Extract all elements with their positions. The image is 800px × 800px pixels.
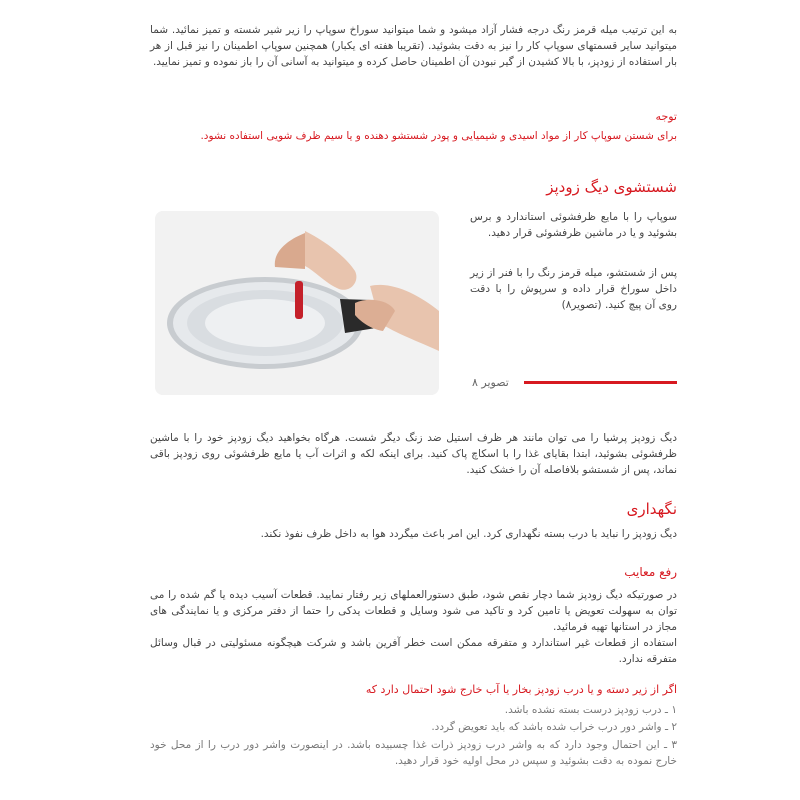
- caption-divider: [524, 381, 677, 384]
- storage-heading: نگهداری: [626, 500, 677, 518]
- washing-body-paragraph: دیگ زودپز پرشیا را می توان مانند هر ظرف استیل ضد زنگ دیگر شست. هرگاه بخواهید دیگ زودپز خود را با ماشین ظرفشوئی بشوئید، ابتدا بقایای غذا را با اسکاچ پاک کنید. برای اینکه لکه و اثرات آب یا مایع ظرفشوئی روی زودپز باقی نماند، پس از شستشو بلافاصله آن را خشک کنید.: [150, 432, 677, 476]
- washing-heading: شستشوی دیگ زودپز: [546, 178, 677, 196]
- figure-caption: تصویر ۸: [472, 376, 509, 389]
- troubleshoot-paragraph-1: در صورتیکه دیگ زودپز شما دچار نقص شود، طبق دستورالعملهای زیر رفتار نمایید. قطعات آسیب دیده یا گم شده را می توان به سهولت تعویض یا تامین کرد و تاکید می شود وسایل و قطعات یدکی را حتما از دفتر مرکزی و یا نمایندگی های مجاز در استانها تهیه فرمائید.: [150, 589, 677, 633]
- troubleshoot-heading: رفع معایب: [624, 565, 677, 579]
- troubleshoot-paragraph-2: استفاده از قطعات غیر استاندارد و متفرقه ممکن است خطر آفرین باشد و شرکت هیچگونه مسئولیتی در قبال وسائل متفرقه ندارد.: [150, 637, 677, 665]
- washing-paragraph-2: پس از شستشو، میله قرمز رنگ را با فنر از زیر داخل سوراخ قرار داده و سرپوش را با دقت روی آن پیچ کنید. (تصویر۸): [470, 267, 677, 311]
- list-item: ۳ ـ این احتمال وجود دارد که به واشر درب زودپز ذرات غذا چسبیده باشد. در اینصورت واشر دور درب را از محل خود خارج نموده به دقت بشوئید و سپس در محل اولیه خود قرار دهید.: [150, 739, 677, 767]
- pressure-cooker-photo: [155, 211, 439, 395]
- troubleshoot-question: اگر از زیر دسته و یا درب زودپز بخار یا آب خارج شود احتمال دارد که: [365, 683, 677, 696]
- storage-text: دیگ زودپز را نباید با درب بسته نگهداری کرد. این امر باعث میگردد هوا به داخل ظرف نفوذ نکند.: [260, 528, 677, 540]
- list-item: ۲ ـ واشر دور درب خراب شده باشد که باید تعویض گردد.: [431, 721, 677, 733]
- intro-paragraph: به این ترتیب میله قرمز رنگ درجه فشار آزاد میشود و شما میتوانید سوراخ سوپاپ را زیر شیر شسته و تمیز نمائید. شما میتوانید سایر قسمتهای سوپاپ کار را نیز به دقت بشوئید. (تقریبا هفته ای یکبار) همچنین سوپاپ اطمینان را نیز قبل از هر بار استفاده از زودپز، با بالا کشیدن از گیر نبودن آن اطمینان حاصل کرده و میتوانید به آسانی آن را باز نموده و تمیز نمایید.: [150, 24, 677, 68]
- note-title: توجه: [655, 110, 677, 123]
- washing-paragraph-1: سوپاپ را با مایع ظرفشوئی استاندارد و برس بشوئید و یا در ماشین ظرفشوئی قرار دهید.: [470, 211, 677, 239]
- list-item: ۱ ـ درب زودپز درست بسته نشده باشد.: [504, 704, 677, 716]
- note-text: برای شستن سوپاپ کار از مواد اسیدی و شیمیایی و پودر شستشو دهنده و یا سیم ظرف شویی استفاده نشود.: [200, 130, 677, 142]
- hands-cleaning-lid-illustration: [155, 211, 439, 395]
